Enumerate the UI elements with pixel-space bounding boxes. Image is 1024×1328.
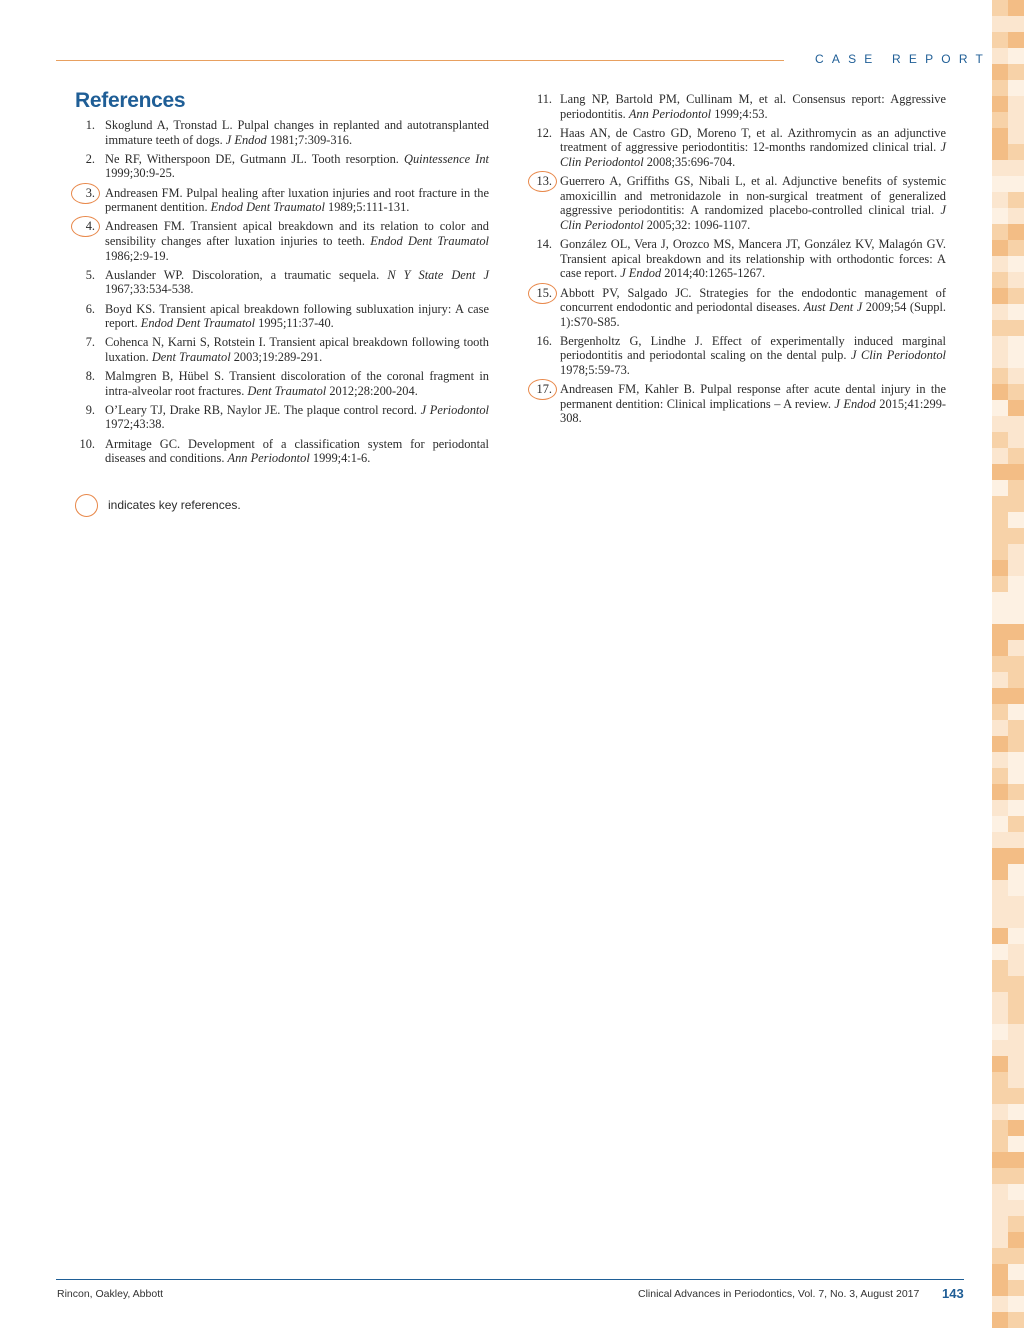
mosaic-tile [992,944,1008,960]
reference-segment: 2009;54 (Suppl. 1):S70-S85. [560,300,947,329]
mosaic-tile [1008,224,1024,240]
mosaic-tile [1008,1280,1024,1296]
mosaic-tile [992,784,1008,800]
reference-text [560,92,946,121]
footer-authors: Rincon, Oakley, Abbott [57,1288,164,1300]
reference-text [560,286,946,329]
reference-item [530,334,946,378]
reference-segment: 1999;30:9-25. [105,166,175,181]
bottom-rule [56,1279,964,1280]
reference-item [75,437,489,466]
reference-text [105,403,489,432]
reference-number: 11. [536,92,552,106]
reference-number: 14. [536,237,552,252]
mosaic-tile [1008,784,1024,800]
reference-segment: 2003;19:289-291. [230,349,323,364]
reference-item [530,126,946,170]
reference-number: 6. [85,301,95,316]
mosaic-tile [992,496,1008,512]
mosaic-tile [1008,288,1024,304]
mosaic-tile [992,1104,1008,1120]
mosaic-tile [992,720,1008,736]
mosaic-tile [1008,112,1024,128]
mosaic-tile [1008,528,1024,544]
reference-segment: 1995;11:37-40. [255,316,334,331]
mosaic-tile [992,1024,1008,1040]
reference-segment: Boyd KS. Transient apical breakdown following subluxation injury: A case report. [105,301,489,331]
mosaic-tile [1008,256,1024,272]
decorative-mosaic-strip [992,0,1024,1325]
mosaic-tile [992,144,1008,160]
reference-number: 2. [85,151,95,166]
mosaic-tile [1008,1088,1024,1104]
mosaic-tile [992,1152,1008,1168]
mosaic-tile [992,640,1008,656]
mosaic-tile [992,544,1008,560]
mosaic-tile [992,1232,1008,1248]
reference-item [75,302,489,331]
top-rule [56,60,784,61]
mosaic-tile [1008,1056,1024,1072]
reference-text [105,152,489,181]
mosaic-tile [992,336,1008,352]
mosaic-tile [1008,976,1024,992]
reference-journal: J Endod [834,396,876,411]
mosaic-tile [1008,1152,1024,1168]
mosaic-tile [992,480,1008,496]
mosaic-tile [992,48,1008,64]
mosaic-tile [1008,960,1024,976]
mosaic-tile [1008,416,1024,432]
reference-item [75,186,489,215]
references-column-right [530,92,946,431]
reference-segment: Armitage GC. Development of a classification system for periodontal diseases and conditions. [105,436,489,466]
mosaic-tile [992,64,1008,80]
mosaic-tile [992,672,1008,688]
mosaic-tile [1008,688,1024,704]
mosaic-tile [1008,1040,1024,1056]
mosaic-tile [992,880,1008,896]
mosaic-tile [992,320,1008,336]
reference-segment: O’Leary TJ, Drake RB, Naylor JE. The plaque control record. [105,402,421,417]
mosaic-tile [1008,496,1024,512]
mosaic-tile [992,704,1008,720]
reference-segment: Bergenholtz G, Lindhe J. Effect of experimentally induced marginal periodontitis and periodontal scaling on the dental pulp. [560,333,946,363]
mosaic-tile [992,112,1008,128]
mosaic-tile [1008,512,1024,528]
section-title: References [75,89,186,112]
mosaic-tile [1008,128,1024,144]
mosaic-tile [1008,400,1024,416]
mosaic-tile [1008,992,1024,1008]
mosaic-tile [992,912,1008,928]
reference-item [75,335,489,364]
mosaic-tile [1008,768,1024,784]
mosaic-tile [1008,304,1024,320]
reference-item [75,152,489,181]
reference-text [560,237,946,280]
mosaic-tile [992,240,1008,256]
mosaic-tile [1008,672,1024,688]
reference-segment: 2012;28:200-204. [326,383,418,398]
mosaic-tile [1008,560,1024,576]
mosaic-tile [992,160,1008,176]
reference-journal: Dent Traumatol [247,383,327,398]
mosaic-tile [992,960,1008,976]
reference-number: 5. [85,267,95,282]
reference-journal: N Y State Dent J [387,267,489,282]
reference-text [105,186,489,215]
mosaic-tile [992,896,1008,912]
mosaic-tile [1008,160,1024,176]
reference-item [530,382,946,426]
mosaic-tile [992,1296,1008,1312]
reference-text [105,369,489,398]
mosaic-tile [1008,896,1024,912]
reference-item [75,118,489,147]
mosaic-tile [992,832,1008,848]
mosaic-tile [1008,272,1024,288]
mosaic-tile [992,1056,1008,1072]
mosaic-tile [1008,816,1024,832]
mosaic-tile [992,448,1008,464]
reference-segment: Abbott PV, Salgado JC. Strategies for the endodontic management of concurrent endodontic and periodontal diseases. [560,285,946,315]
mosaic-tile [992,576,1008,592]
reference-journal: J Clin Periodontol [560,140,946,169]
reference-journal: J Clin Periodontol [560,203,946,232]
mosaic-tile [1008,1168,1024,1184]
reference-number: 10. [79,436,95,451]
mosaic-tile [1008,576,1024,592]
mosaic-tile [992,192,1008,208]
mosaic-tile [1008,1072,1024,1088]
mosaic-tile [992,1200,1008,1216]
reference-journal: Endod Dent Traumatol [210,200,325,215]
reference-text [560,174,946,232]
reference-segment: 1999;4:1-6. [309,451,371,466]
mosaic-tile [1008,1200,1024,1216]
reference-segment: 1981;7:309-316. [266,132,353,147]
mosaic-tile [992,288,1008,304]
reference-number: 1. [85,118,95,132]
reference-text [560,126,946,169]
mosaic-tile [992,1136,1008,1152]
mosaic-tile [992,1088,1008,1104]
mosaic-tile [992,592,1008,608]
mosaic-tile [992,1312,1008,1328]
reference-segment: 1978;5:59-73. [560,363,630,378]
mosaic-tile [992,976,1008,992]
mosaic-tile [1008,192,1024,208]
reference-segment: 2014;40:1265-1267. [661,266,766,281]
reference-segment: Auslander WP. Discoloration, a traumatic sequela. [105,267,388,282]
reference-text [105,268,489,297]
reference-item [530,286,946,330]
reference-number: 8. [85,369,95,384]
running-head: CASE REPORT [815,52,991,66]
mosaic-tile [1008,464,1024,480]
mosaic-tile [992,400,1008,416]
reference-number: 15. [532,286,552,301]
reference-segment: 1986;2:9-19. [105,248,169,263]
mosaic-tile [992,528,1008,544]
footer-journal: Clinical Advances in Periodontics, Vol. 7, No. 3, August 2017 [638,1288,920,1300]
mosaic-tile [992,1184,1008,1200]
reference-segment: 1972;43:38. [105,417,165,432]
reference-text [560,382,946,425]
mosaic-tile [1008,656,1024,672]
mosaic-tile [992,464,1008,480]
mosaic-tile [992,992,1008,1008]
mosaic-tile [1008,368,1024,384]
mosaic-tile [1008,352,1024,368]
mosaic-tile [992,96,1008,112]
mosaic-tile [1008,832,1024,848]
reference-segment: Skoglund A, Tronstad L. Pulpal changes in replanted and autotransplanted immature teeth of dogs. [105,118,489,147]
reference-text [105,219,489,262]
mosaic-tile [992,16,1008,32]
mosaic-tile [1008,384,1024,400]
mosaic-tile [992,656,1008,672]
page-number: 143 [942,1286,964,1301]
reference-segment: 1967;33:534-538. [105,282,194,297]
mosaic-tile [992,432,1008,448]
mosaic-tile [1008,448,1024,464]
mosaic-tile [992,352,1008,368]
mosaic-tile [1008,608,1024,624]
mosaic-tile [1008,704,1024,720]
reference-item [530,92,946,121]
mosaic-tile [992,1008,1008,1024]
mosaic-tile [1008,1232,1024,1248]
reference-segment: 1999;4:53. [711,106,768,121]
mosaic-tile [992,560,1008,576]
mosaic-tile [1008,16,1024,32]
reference-item [75,369,489,398]
mosaic-tile [1008,96,1024,112]
reference-journal: Aust Dent J [803,300,863,315]
references-column-left [75,118,489,470]
mosaic-tile [1008,480,1024,496]
mosaic-tile [992,1040,1008,1056]
mosaic-tile [1008,64,1024,80]
mosaic-tile [1008,336,1024,352]
mosaic-tile [1008,720,1024,736]
reference-text [105,437,489,466]
mosaic-tile [992,128,1008,144]
reference-journal: J Endod [620,266,662,281]
reference-segment: Ne RF, Witherspoon DE, Gutmann JL. Tooth resorption. [105,151,405,166]
mosaic-tile [1008,0,1024,16]
reference-segment: González OL, Vera J, Orozco MS, Mancera JT, González KV, Malagón GV. Transient apical breakdown and its relationship with orthodontic forces: A case report. [560,237,946,281]
mosaic-tile [1008,432,1024,448]
reference-segment: 2008;35:696-704. [643,154,736,169]
reference-segment: Haas AN, de Castro GD, Moreno T, et al. Azithromycin as an adjunctive treatment of aggressive periodontitis: 12-months randomized clinical trial. [560,125,946,155]
reference-segment: 2005;32: 1096-1107. [643,217,751,232]
mosaic-tile [1008,144,1024,160]
mosaic-tile [1008,1136,1024,1152]
mosaic-tile [1008,928,1024,944]
mosaic-tile [992,1120,1008,1136]
mosaic-tile [992,80,1008,96]
mosaic-tile [992,1216,1008,1232]
mosaic-tile [992,272,1008,288]
reference-number: 17. [532,382,552,397]
reference-segment: 2015;41:299-308. [560,396,947,426]
mosaic-tile [992,1248,1008,1264]
mosaic-tile [992,256,1008,272]
mosaic-tile [1008,1008,1024,1024]
mosaic-tile [992,848,1008,864]
mosaic-tile [1008,1248,1024,1264]
reference-journal: Endod Dent Traumatol [370,233,489,248]
reference-item [530,174,946,232]
reference-number: 9. [85,402,95,417]
mosaic-tile [1008,320,1024,336]
mosaic-tile [1008,1184,1024,1200]
reference-journal: J Endod [225,132,267,147]
mosaic-tile [1008,736,1024,752]
mosaic-tile [992,928,1008,944]
legend-text: indicates key references. [108,498,241,512]
mosaic-tile [1008,624,1024,640]
reference-segment: Guerrero A, Griffiths GS, Nibali L, et al. Adjunctive benefits of systemic amoxicillin and metronidazole in non-surgical treatment of generalized aggressive periodontitis: A randomized placebo-controlled clinical trial. [560,174,946,218]
key-reference-circle-icon [75,494,98,517]
mosaic-tile [992,512,1008,528]
reference-segment: Andreasen FM. Transient apical breakdown and its relation to color and sensibility changes after luxation injuries to teeth. [105,219,489,248]
mosaic-tile [992,688,1008,704]
mosaic-tile [992,224,1008,240]
mosaic-tile [1008,912,1024,928]
reference-journal: Endod Dent Traumatol [140,316,256,331]
reference-item [75,268,489,297]
mosaic-tile [992,1280,1008,1296]
mosaic-tile [992,208,1008,224]
reference-number: 16. [536,333,552,348]
reference-segment: Andreasen FM. Pulpal healing after luxation injuries and root fracture in the permanent dentition. [105,185,489,215]
reference-number: 3. [75,186,95,201]
mosaic-tile [992,624,1008,640]
reference-journal: Ann Periodontol [227,451,310,466]
mosaic-tile [1008,880,1024,896]
reference-number: 12. [536,125,552,140]
reference-item [530,237,946,281]
mosaic-tile [992,1072,1008,1088]
reference-item [75,403,489,432]
mosaic-tile [992,768,1008,784]
reference-segment: Cohenca N, Karni S, Rotstein I. Transient apical breakdown following tooth luxation. [105,335,489,364]
reference-segment: Lang NP, Bartold PM, Cullinam M, et al. Consensus report: Aggressive periodontitis. [560,92,946,121]
mosaic-tile [992,1264,1008,1280]
mosaic-tile [992,864,1008,880]
mosaic-tile [992,752,1008,768]
mosaic-tile [992,1168,1008,1184]
mosaic-tile [992,0,1008,16]
reference-text [105,118,489,147]
mosaic-tile [1008,1216,1024,1232]
mosaic-tile [992,176,1008,192]
mosaic-tile [1008,944,1024,960]
reference-text [105,335,489,364]
reference-segment: 1989;5:111-131. [324,200,410,215]
mosaic-tile [1008,240,1024,256]
reference-journal: Dent Traumatol [151,349,231,364]
mosaic-tile [992,32,1008,48]
mosaic-tile [1008,864,1024,880]
reference-item [75,219,489,263]
mosaic-tile [1008,848,1024,864]
mosaic-tile [1008,1120,1024,1136]
mosaic-tile [1008,32,1024,48]
mosaic-tile [1008,1312,1024,1328]
mosaic-tile [992,800,1008,816]
mosaic-tile [1008,544,1024,560]
mosaic-tile [992,304,1008,320]
reference-segment: Andreasen FM, Kahler B. Pulpal response after acute dental injury in the permanent dentition: Clinical implications – A review. [560,382,946,411]
mosaic-tile [1008,752,1024,768]
mosaic-tile [1008,80,1024,96]
mosaic-tile [1008,1296,1024,1312]
mosaic-tile [992,816,1008,832]
reference-journal: J Clin Periodontol [850,348,947,363]
mosaic-tile [1008,592,1024,608]
reference-journal: J Periodontol [420,402,489,417]
reference-number: 13. [532,174,552,189]
mosaic-tile [992,384,1008,400]
mosaic-tile [992,608,1008,624]
mosaic-tile [1008,640,1024,656]
reference-journal: Ann Periodontol [628,106,712,121]
reference-text [105,302,489,331]
mosaic-tile [1008,1264,1024,1280]
mosaic-tile [1008,800,1024,816]
mosaic-tile [1008,1024,1024,1040]
mosaic-tile [992,736,1008,752]
mosaic-tile [992,416,1008,432]
reference-journal: Quintessence Int [404,151,489,166]
mosaic-tile [1008,1104,1024,1120]
reference-number: 7. [85,335,95,350]
mosaic-tile [1008,48,1024,64]
mosaic-tile [1008,176,1024,192]
reference-text [560,334,946,377]
mosaic-tile [1008,208,1024,224]
reference-number: 4. [75,219,95,234]
reference-segment: Malmgren B, Hübel S. Transient discoloration of the coronal fragment in intra-alveolar root fractures. [105,369,489,398]
mosaic-tile [992,368,1008,384]
